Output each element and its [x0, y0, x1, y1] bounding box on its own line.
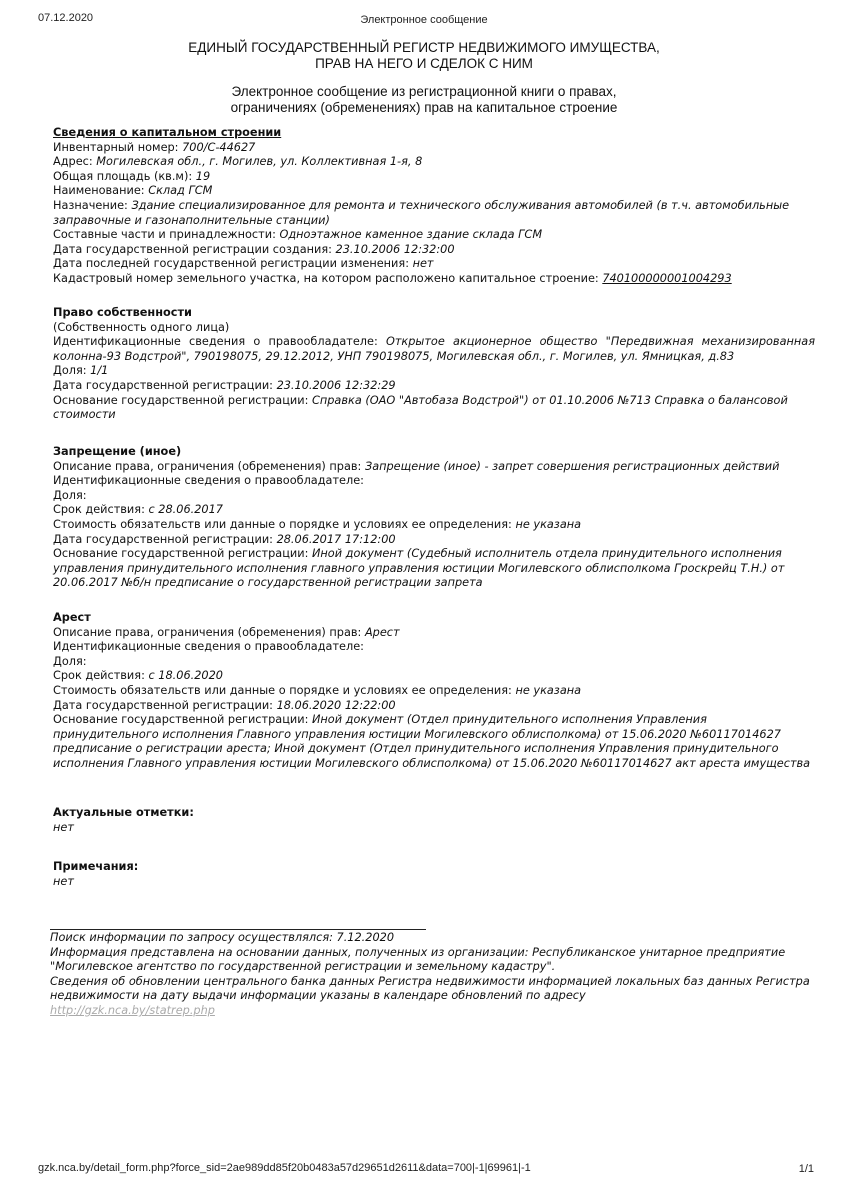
prohibition-basis-value: Иной документ (Судебный исполнитель отдела принудительного исполнения управления принудительного исполнения главного управления юстиции Могилевского облисполкома Гроскрейц Т.Н.) от 20.06.2017 №б/н предписание о государственной регистрации запрета — [53, 547, 785, 590]
prohibition-share: Доля: — [53, 488, 87, 502]
notes-value: нет — [53, 874, 74, 888]
print-date: 07.12.2020 — [38, 12, 94, 24]
last-change-reg-date: Дата последней государственной регистрации изменения: нет — [53, 257, 434, 271]
document-subtitle — [0, 84, 848, 116]
document-title — [0, 40, 848, 72]
arrest-reg-date-value: 18.06.2020 12:22:00 — [276, 698, 396, 712]
document-subtitle-line-1: Электронное сообщение из регистрационной книги о правах, — [231, 84, 617, 99]
arrest-basis: Основание государственной регистрации: Иной документ (Отдел принудительного исполнения Управления принудительного исполнения Главного управления юстиции Могилевского облисполкома) от 15.06.2020 №60117014627 предписание о регистрации ареста; Иной документ (Отдел принудительного исполнения Управления принудительного исполнения Главного управления юстиции Могилевского облисполкома) от 15.06.2020 №60117014627 акт ареста имущества — [53, 713, 811, 770]
total-area-value: 19 — [195, 169, 211, 183]
ownership-type: (Собственность одного лица) — [53, 320, 230, 334]
ownership-reg-date: Дата государственной регистрации: 23.10.2006 12:32:29 — [53, 378, 396, 392]
ownership-share: Доля: 1/1 — [53, 364, 109, 378]
creation-reg-date-value: 23.10.2006 12:32:00 — [335, 242, 455, 256]
ownership-basis-value: Справка (ОАО "Автобаза Водстрой") от 01.10.2006 №713 Справка о балансовой стоимости — [53, 393, 788, 422]
ownership-heading: Право собственности — [53, 306, 192, 319]
arrest-term: Срок действия: с 18.06.2020 — [53, 669, 223, 683]
prohibition-holder: Идентификационные сведения о правообладателе: — [53, 474, 364, 488]
ownership-basis: Основание государственной регистрации: Справка (ОАО "Автобаза Водстрой") от 01.10.2006 №713 Справка о балансовой стоимости — [53, 393, 788, 422]
arrest-heading: Арест — [53, 611, 91, 624]
print-page-title: Электронное сообщение — [360, 14, 488, 26]
arrest-holder: Идентификационные сведения о правообладателе: — [53, 640, 364, 654]
arrest-reg-date: Дата государственной регистрации: 18.06.2020 12:22:00 — [53, 698, 396, 712]
ownership-holder: Идентификационные сведения о правообладателе: Открытое акционерное общество "Передвижная механизированная колонна-93 Водстрой", 790198075, 29.12.2012, УНП 790198075, Могилевская обл., г. Могилев, ул. Ямницкая, д.83 — [53, 335, 815, 363]
notes-heading: Примечания: — [53, 860, 139, 873]
footnote-separator — [50, 929, 426, 930]
footnote — [50, 931, 815, 1019]
print-page-number: 1/1 — [798, 1163, 814, 1175]
prohibition-description: Описание права, ограничения (обременения) прав: Запрещение (иное) - запрет совершения регистрационных действий — [53, 459, 780, 473]
ownership-holder-value: Открытое акционерное общество "Передвижная механизированная колонна-93 Водстрой", 790198075, 29.12.2012, УНП 790198075, Могилевская обл., г. Могилев, ул. Ямницкая, д.83 — [53, 335, 815, 363]
prohibition-cost-value: не указана — [515, 517, 582, 531]
prohibition-term-value: с 28.06.2017 — [148, 503, 223, 517]
prohibition-heading: Запрещение (иное) — [53, 445, 182, 458]
ownership-reg-date-value: 23.10.2006 12:32:29 — [276, 378, 396, 392]
cadastral-number-link[interactable]: 740100000001004293 — [602, 271, 732, 285]
arrest-description-value: Арест — [364, 625, 400, 639]
prohibition-description-value: Запрещение (иное) - запрет совершения регистрационных действий — [364, 459, 780, 473]
cadastral-number: Кадастровый номер земельного участка, на котором расположено капитальное строение: 740100000001004293 — [53, 271, 732, 285]
prohibition-reg-date: Дата государственной регистрации: 28.06.2017 17:12:00 — [53, 532, 396, 546]
building-name-value: Склад ГСМ — [148, 184, 213, 198]
building-purpose: Назначение: Здание специализированное для ремонта и технического обслуживания автомобилей (в т.ч. автомобильные заправочные и газонаполнительные станции) — [53, 198, 790, 227]
arrest-section — [53, 611, 815, 772]
arrest-cost-value: не указана — [515, 683, 582, 697]
document-subtitle-line-2: ограничениях (обременениях) прав на капитальное строение — [230, 100, 618, 115]
prohibition-reg-date-value: 28.06.2017 17:12:00 — [276, 532, 396, 546]
prohibition-basis: Основание государственной регистрации: Иной документ (Судебный исполнитель отдела принудительного исполнения управления принудительного исполнения главного управления юстиции Могилевского облисполкома Гроскрейц Т.Н.) от 20.06.2017 №б/н предписание о государственной регистрации запрета — [53, 547, 785, 590]
marks-section — [53, 806, 815, 835]
arrest-description: Описание права, ограничения (обременения) прав: Арест — [53, 625, 400, 639]
print-footer-url: gzk.nca.by/detail_form.php?force_sid=2ae989dd85f20b0483a57d29651d2611&data=700|-1|69961|-1 — [38, 1162, 531, 1174]
prohibition-cost: Стоимость обязательств или данные о порядке и условиях ее определения: не указана — [53, 517, 582, 531]
last-change-reg-date-value: нет — [412, 257, 434, 271]
prohibition-term: Срок действия: с 28.06.2017 — [53, 503, 223, 517]
ownership-share-value: 1/1 — [90, 364, 109, 378]
source-line: Информация представлена на основании данных, полученных из организации: Республиканское унитарное предприятие "Могилевское агентство по государственной регистрации и земельному кадастру". — [50, 945, 786, 974]
update-line: Сведения об обновлении центрального банка данных Регистра недвижимости информацией локальных баз данных Регистра недвижимости на дату выдачи информации указаны в календаре обновлений по адресу — [50, 974, 810, 1003]
search-date-line: Поиск информации по запросу осуществлялся: 7.12.2020 — [50, 931, 395, 944]
building-name: Наименование: Склад ГСМ — [53, 184, 213, 198]
notes-section — [53, 860, 815, 889]
arrest-cost: Стоимость обязательств или данные о порядке и условиях ее определения: не указана — [53, 683, 582, 697]
document-title-line-2: ПРАВ НА НЕГО И СДЕЛОК С НИМ — [315, 56, 533, 71]
building-purpose-value: Здание специализированное для ремонта и технического обслуживания автомобилей (в т.ч. автомобильные заправочные и газонаполнительные станции) — [53, 198, 790, 227]
prohibition-section — [53, 445, 815, 591]
address-value: Могилевская обл., г. Могилев, ул. Коллективная 1-я, 8 — [96, 155, 423, 169]
total-area: Общая площадь (кв.м): 19 — [53, 169, 211, 183]
creation-reg-date: Дата государственной регистрации создания: 23.10.2006 12:32:00 — [53, 242, 455, 256]
arrest-share: Доля: — [53, 654, 87, 668]
statrep-link[interactable]: http://gzk.nca.by/statrep.php — [50, 1003, 215, 1017]
marks-value: нет — [53, 820, 74, 834]
building-section — [53, 126, 815, 287]
address: Адрес: Могилевская обл., г. Могилев, ул. Коллективная 1-я, 8 — [53, 155, 423, 169]
building-heading: Сведения о капитальном строении — [53, 126, 282, 139]
building-parts: Составные части и принадлежности: Одноэтажное каменное здание склада ГСМ — [53, 228, 543, 242]
document-title-line-1: ЕДИНЫЙ ГОСУДАРСТВЕННЫЙ РЕГИСТР НЕДВИЖИМОГО ИМУЩЕСТВА, — [188, 40, 660, 55]
arrest-basis-value: Иной документ (Отдел принудительного исполнения Управления принудительного исполнения Главного управления юстиции Могилевского облисполкома) от 15.06.2020 №60117014627 предписание о регистрации ареста; Иной документ (Отдел принудительного исполнения Управления принудительного исполнения Главного управления юстиции Могилевского облисполкома) от 15.06.2020 №60117014627 акт ареста имущества — [53, 713, 811, 770]
inventory-number-value: 700/С-44627 — [182, 140, 256, 154]
arrest-term-value: с 18.06.2020 — [148, 669, 223, 683]
inventory-number: Инвентарный номер: 700/С-44627 — [53, 140, 256, 154]
ownership-section — [53, 306, 815, 423]
marks-heading: Актуальные отметки: — [53, 806, 194, 819]
building-parts-value: Одноэтажное каменное здание склада ГСМ — [279, 228, 543, 242]
